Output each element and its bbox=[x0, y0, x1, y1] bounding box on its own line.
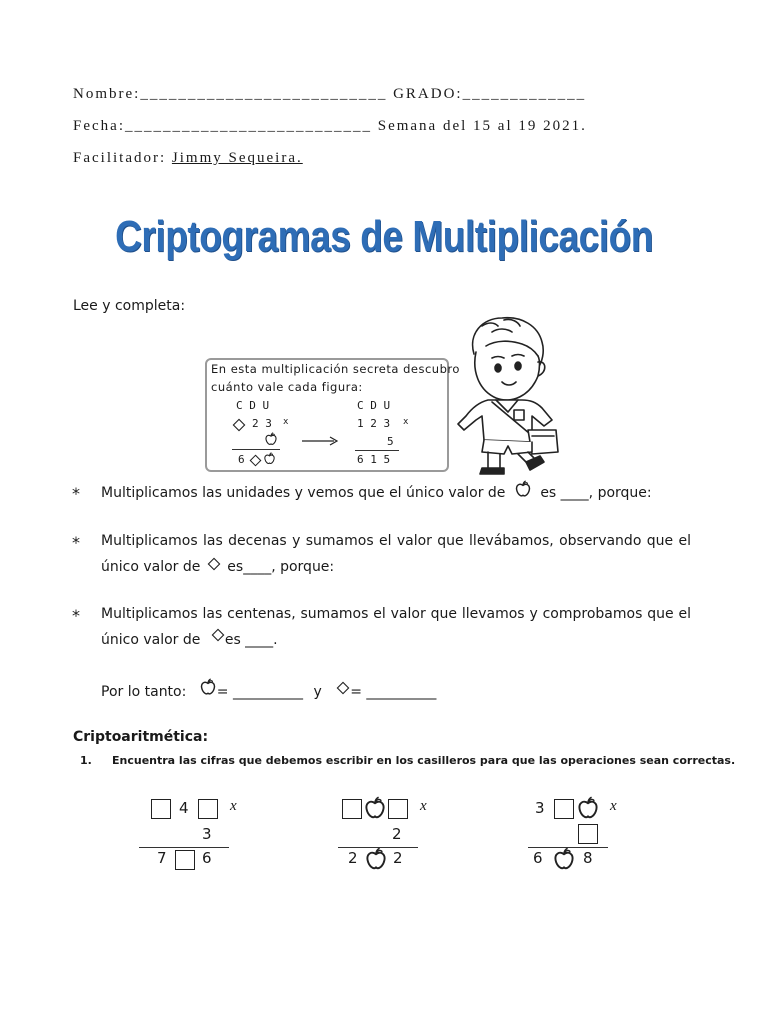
problem-2-multiplier: 2 bbox=[392, 825, 402, 843]
right-row3: 6 1 5 bbox=[357, 453, 391, 466]
empty-box-icon[interactable] bbox=[151, 799, 171, 819]
example-line1: En esta multiplicación secreta descubro bbox=[211, 362, 460, 376]
problem-1-rule bbox=[139, 847, 229, 848]
facilitator-name: Jimmy Sequeira. bbox=[171, 150, 303, 166]
bullet-1-text: Multiplicamos las unidades y vemos que el único valor de es ____, porque: bbox=[101, 480, 691, 506]
right-row1: 1 2 3 bbox=[357, 417, 391, 430]
diamond-icon bbox=[232, 418, 246, 432]
conclusion-line: Por lo tanto: = __________ y = __________ bbox=[101, 678, 436, 700]
problem-2-result-left: 2 bbox=[348, 849, 358, 867]
problem-3-x-sign: x bbox=[610, 798, 617, 814]
apple-icon bbox=[552, 847, 576, 871]
diamond-icon bbox=[207, 557, 221, 571]
problem-1-x-sign: x bbox=[230, 798, 237, 814]
bullet-1-symbol: * bbox=[72, 484, 80, 503]
problem-1-top-digit: 4 bbox=[179, 799, 189, 817]
empty-box-icon[interactable] bbox=[175, 850, 195, 870]
right-header: C D U bbox=[357, 399, 391, 412]
problem-3-top-digit: 3 bbox=[535, 799, 545, 817]
bullet-2-text: Multiplicamos las decenas y sumamos el valor que llevábamos, observando que el único valor de es____, porque: bbox=[101, 533, 691, 575]
left-x-sign: x bbox=[283, 417, 289, 427]
left-rule bbox=[232, 449, 280, 450]
problem-3-result-right: 8 bbox=[583, 849, 593, 867]
right-row2: 5 bbox=[387, 435, 394, 448]
section-heading: Criptoaritmética: bbox=[73, 729, 209, 745]
problem-3-result-left: 6 bbox=[533, 849, 543, 867]
apple-icon bbox=[576, 796, 600, 820]
boy-illustration bbox=[452, 312, 564, 478]
apple-icon bbox=[364, 847, 388, 871]
name-grade-line: Nombre:__________________________ GRADO:_____________ bbox=[73, 86, 587, 102]
apple-icon bbox=[363, 796, 387, 820]
facilitator-line bbox=[73, 150, 303, 167]
bullet-2-symbol: * bbox=[72, 533, 80, 552]
bullet-3-symbol: * bbox=[72, 606, 80, 625]
right-x-sign: x bbox=[403, 417, 409, 427]
left-row3-prefix: 6 bbox=[238, 453, 245, 466]
left-header: C D U bbox=[236, 399, 270, 412]
empty-box-icon[interactable] bbox=[342, 799, 362, 819]
apple-icon bbox=[263, 452, 276, 465]
diamond-icon bbox=[336, 681, 350, 695]
empty-box-icon[interactable] bbox=[578, 824, 598, 844]
diamond-icon bbox=[249, 454, 262, 467]
bullet-3-text: Multiplicamos las centenas, sumamos el valor que llevamos y comprobamos que el único valor de es ____. bbox=[101, 606, 691, 648]
date-week-line: Fecha:__________________________ Semana del 15 al 19 2021. bbox=[73, 118, 587, 134]
intro-text: Lee y completa: bbox=[73, 298, 186, 314]
problem-1-result-left: 7 bbox=[157, 849, 167, 867]
instruction-text: Encuentra las cifras que debemos escribir en los casilleros para que las operaciones sean correctas. bbox=[112, 754, 736, 767]
problem-1-multiplier: 3 bbox=[202, 825, 212, 843]
left-row1-digits: 2 3 bbox=[252, 417, 272, 430]
apple-icon bbox=[264, 432, 278, 446]
apple-icon bbox=[514, 480, 532, 498]
apple-icon bbox=[199, 678, 217, 696]
problem-2-result-right: 2 bbox=[393, 849, 403, 867]
arrow-icon bbox=[302, 436, 338, 446]
problem-1-result-right: 6 bbox=[202, 849, 212, 867]
empty-box-icon[interactable] bbox=[388, 799, 408, 819]
instruction-number: 1. bbox=[80, 754, 92, 767]
empty-box-icon[interactable] bbox=[198, 799, 218, 819]
example-line2: cuánto vale cada figura: bbox=[211, 380, 363, 394]
page-title: Criptogramas de Multiplicación bbox=[115, 212, 653, 261]
empty-box-icon[interactable] bbox=[554, 799, 574, 819]
right-rule bbox=[355, 450, 399, 451]
problem-2-x-sign: x bbox=[420, 798, 427, 814]
facilitator-label: Facilitador: bbox=[73, 150, 172, 166]
diamond-icon bbox=[211, 628, 225, 642]
